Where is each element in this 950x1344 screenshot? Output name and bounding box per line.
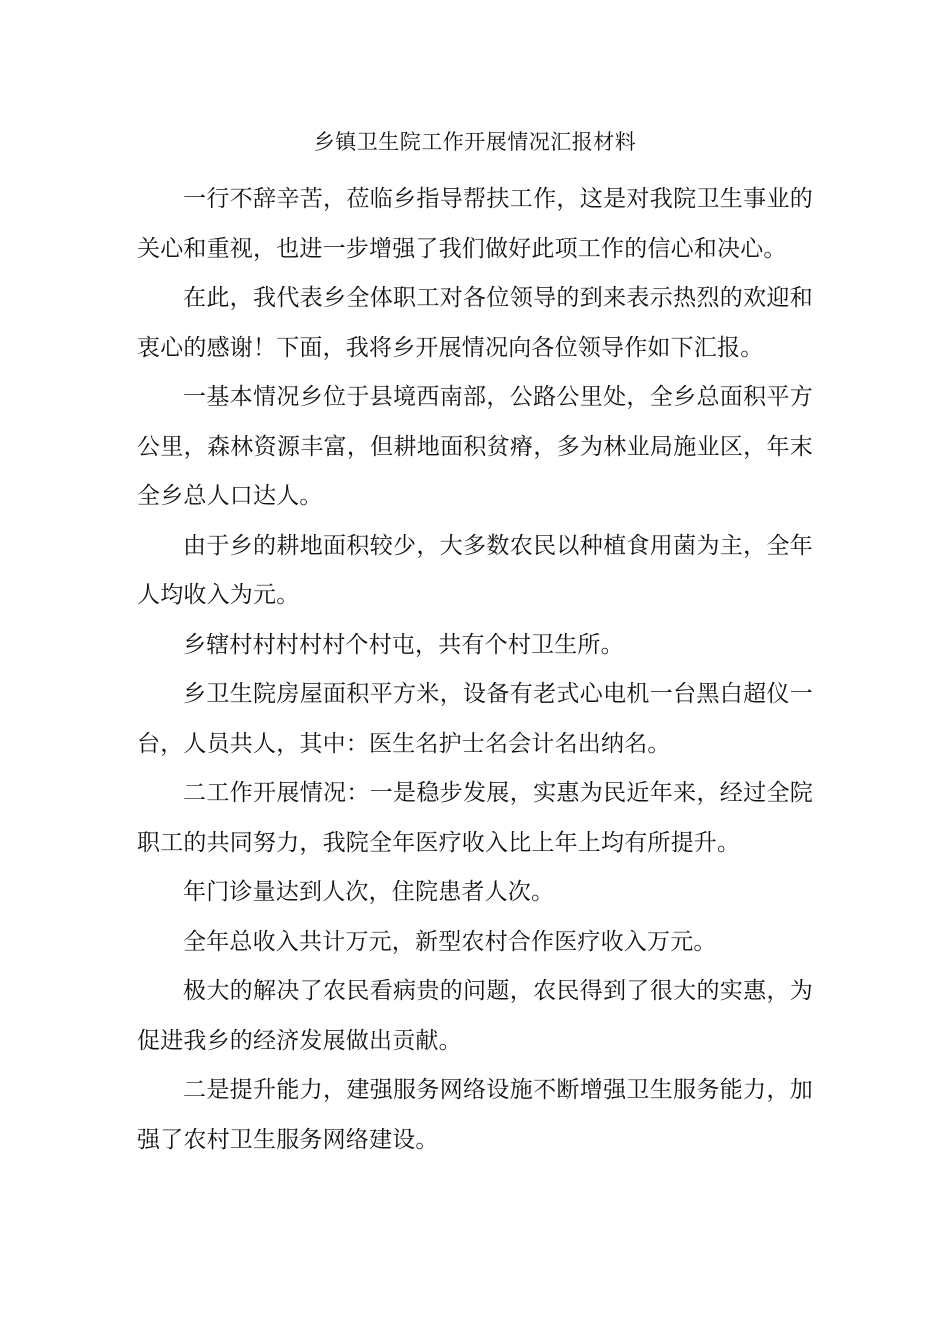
paragraph: 乡卫生院房屋面积平方米，设备有老式心电机一台黑白超仪一台，人员共人，其中：医生名护士名会计名出纳名。 [137, 681, 813, 757]
paragraph: 二是提升能力，建强服务网络设施不断增强卫生服务能力，加强了农村卫生服务网络建设。 [137, 1077, 813, 1153]
paragraph: 在此，我代表乡全体职工对各位领导的到来表示热烈的欢迎和衷心的感谢！下面，我将乡开展情况向各位领导作如下汇报。 [137, 285, 813, 361]
document-body [137, 175, 813, 1165]
paragraph: 一行不辞辛苦，莅临乡指导帮扶工作，这是对我院卫生事业的关心和重视，也进一步增强了我们做好此项工作的信心和决心。 [137, 186, 813, 262]
paragraph: 由于乡的耕地面积较少，大多数农民以种植食用菌为主，全年人均收入为元。 [137, 532, 813, 608]
document-title: 乡镇卫生院工作开展情况汇报材料 [313, 130, 637, 154]
paragraph: 乡辖村村村村村个村屯，共有个村卫生所。 [183, 631, 624, 658]
paragraph: 极大的解决了农民看病贵的问题，农民得到了很大的实惠，为促进我乡的经济发展做出贡献。 [137, 978, 813, 1054]
paragraph: 全年总收入共计万元，新型农村合作医疗收入万元。 [183, 928, 717, 955]
paragraph: 二工作开展情况：一是稳步发展，实惠为民近年来，经过全院职工的共同努力，我院全年医疗收入比上年上均有所提升。 [137, 780, 813, 856]
paragraph: 年门诊量达到人次，住院患者人次。 [183, 879, 555, 905]
paragraph: 一基本情况乡位于县境西南部，公路公里处，全乡总面积平方公里，森林资源丰富，但耕地面积贫瘠，多为林业局施业区，年末全乡总人口达人。 [137, 384, 813, 509]
